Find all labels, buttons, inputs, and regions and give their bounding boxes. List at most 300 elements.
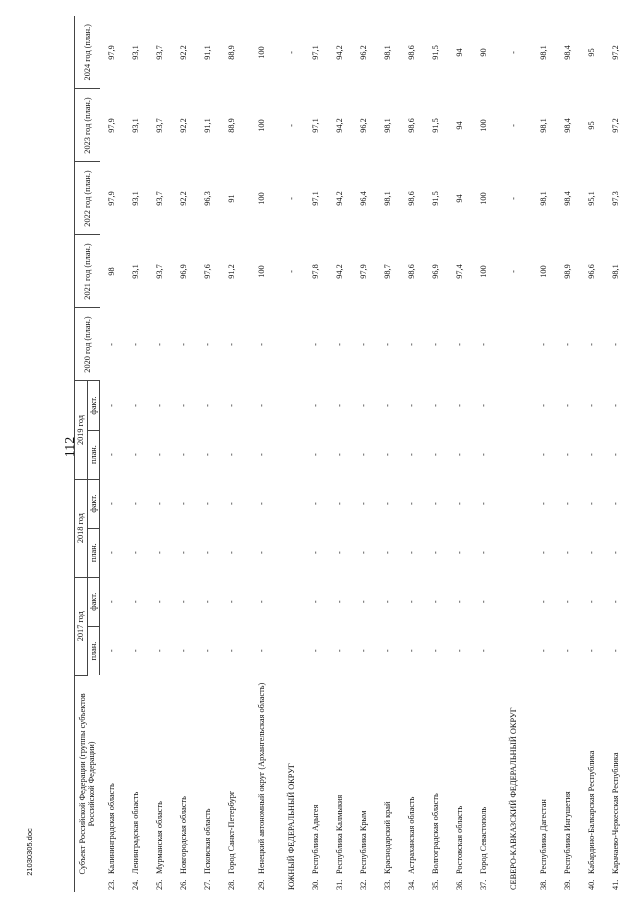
region-name: Карачаево-Черкесская Республика: [611, 752, 621, 874]
value-cell: -: [359, 551, 369, 555]
table-row: [100, 16, 124, 892]
value-cell: 92,2: [179, 191, 189, 206]
row-number: 38.: [539, 879, 549, 890]
value-cell: -: [107, 649, 117, 653]
value-cell: -: [455, 551, 465, 555]
value-cell: -: [257, 551, 267, 555]
value-cell: 94,2: [335, 118, 345, 133]
value-cell: -: [431, 453, 441, 456]
value-cell: -: [479, 343, 489, 346]
value-cell: 98,1: [383, 191, 393, 206]
value-cell: -: [227, 453, 237, 456]
value-cell: -: [107, 551, 117, 555]
table-body: [100, 16, 628, 892]
value-cell: 94: [455, 194, 465, 203]
table-row: [424, 16, 448, 892]
value-cell: -: [179, 343, 189, 346]
value-cell: -: [227, 404, 237, 407]
value-cell: -: [383, 551, 393, 555]
region-cell: [472, 675, 496, 892]
table-row: [400, 16, 424, 892]
value-cell: -: [203, 502, 213, 505]
table-row: [172, 16, 196, 892]
value-cell: -: [407, 600, 417, 604]
value-cell: -: [257, 343, 267, 346]
value-cell: -: [359, 343, 369, 346]
region-name: Ленинградская область: [131, 791, 141, 874]
region-cell: [448, 675, 472, 892]
region-cell: [244, 675, 280, 892]
header-year-2017: 2017 год: [75, 577, 88, 675]
value-cell: -: [131, 453, 141, 456]
value-cell: -: [431, 343, 441, 346]
value-cell: -: [407, 649, 417, 653]
value-cell: 97,9: [107, 45, 117, 60]
row-number: 39.: [563, 879, 573, 890]
region-cell: [148, 675, 172, 892]
value-cell: -: [311, 649, 321, 653]
value-cell: -: [203, 343, 213, 346]
region-name: Псковская область: [203, 808, 213, 874]
value-cell: -: [563, 600, 573, 604]
value-cell: 91,5: [431, 191, 441, 206]
region-name: Республика Ингушетия: [563, 791, 573, 874]
value-cell: 100: [257, 265, 267, 278]
value-cell: -: [455, 649, 465, 653]
value-cell: -: [431, 502, 441, 505]
value-cell: -: [155, 453, 165, 456]
value-cell: -: [563, 502, 573, 505]
row-number: 35.: [431, 879, 441, 890]
value-cell: -: [455, 502, 465, 505]
region-name: Краснодарский край: [383, 801, 393, 874]
value-cell: -: [383, 600, 393, 604]
value-cell: 98,1: [611, 264, 621, 279]
value-cell: 98,1: [383, 45, 393, 60]
value-cell: [496, 430, 532, 479]
value-cell: 93,1: [131, 191, 141, 206]
value-cell: -: [479, 502, 489, 505]
value-cell: -: [587, 551, 597, 555]
value-cell: 98,7: [383, 264, 393, 279]
value-cell: -: [179, 551, 189, 555]
table-row: [472, 16, 496, 892]
value-cell: 91,5: [431, 45, 441, 60]
value-cell: -: [455, 404, 465, 407]
value-cell: 100: [539, 265, 549, 278]
region-name: Новгородская область: [179, 796, 189, 874]
value-cell: -: [455, 453, 465, 456]
value-cell: -: [287, 124, 297, 127]
value-cell: -: [203, 404, 213, 407]
row-number: 34.: [407, 879, 417, 890]
header-2018-plan: план.: [87, 528, 100, 577]
value-cell: -: [455, 600, 465, 604]
value-cell: -: [563, 404, 573, 407]
region-name: Республика Дагестан: [539, 799, 549, 874]
value-cell: -: [539, 343, 549, 346]
data-table: [74, 16, 628, 892]
value-cell: -: [611, 600, 621, 604]
region-cell: [196, 675, 220, 892]
value-cell: 100: [257, 192, 267, 205]
value-cell: 93,7: [155, 118, 165, 133]
value-cell: 94,2: [335, 191, 345, 206]
value-cell: -: [539, 649, 549, 653]
section-title: СЕВЕРО-КАВКАЗСКИЙ ФЕДЕРАЛЬНЫЙ ОКРУГ: [509, 707, 519, 890]
header-2018-fact: факт.: [87, 479, 100, 528]
value-cell: 98,1: [383, 118, 393, 133]
value-cell: [496, 381, 532, 430]
value-cell: -: [611, 343, 621, 346]
value-cell: 98,4: [563, 191, 573, 206]
value-cell: -: [539, 551, 549, 555]
region-name: Республика Крым: [359, 810, 369, 874]
value-cell: -: [563, 343, 573, 346]
value-cell: -: [155, 551, 165, 555]
region-name: Республика Калмыкия: [335, 794, 345, 874]
value-cell: 100: [479, 192, 489, 205]
value-cell: [280, 308, 304, 381]
value-cell: 98: [107, 267, 117, 276]
value-cell: 98,1: [539, 118, 549, 133]
row-number: 32.: [359, 879, 369, 890]
region-name: Ненецкий автономный округ (Архангельская область): [257, 682, 267, 874]
region-cell: [556, 675, 580, 892]
value-cell: 96,9: [179, 264, 189, 279]
value-cell: -: [131, 600, 141, 604]
table-row: [196, 16, 220, 892]
value-cell: -: [257, 404, 267, 407]
value-cell: -: [359, 404, 369, 407]
row-number: 28.: [227, 879, 237, 890]
value-cell: -: [335, 404, 345, 407]
value-cell: -: [257, 600, 267, 604]
rotated-table-container: [74, 16, 621, 892]
value-cell: -: [539, 404, 549, 407]
value-cell: -: [359, 649, 369, 653]
value-cell: -: [431, 551, 441, 555]
value-cell: 93,1: [131, 264, 141, 279]
header-year-2019: 2019 год: [75, 381, 88, 479]
value-cell: -: [107, 343, 117, 346]
table-row: [304, 16, 328, 892]
value-cell: 94: [455, 48, 465, 57]
value-cell: -: [179, 404, 189, 407]
region-name: Республика Адыгея: [311, 804, 321, 874]
value-cell: -: [335, 453, 345, 456]
value-cell: -: [227, 502, 237, 505]
value-cell: -: [257, 502, 267, 505]
region-cell: [352, 675, 376, 892]
table-row: [352, 16, 376, 892]
table-row: [376, 16, 400, 892]
region-name: Мурманская область: [155, 801, 165, 874]
value-cell: 98,6: [407, 118, 417, 133]
value-cell: [280, 381, 304, 430]
table-row: [148, 16, 172, 892]
table-row: [580, 16, 604, 892]
value-cell: -: [131, 343, 141, 346]
value-cell: -: [587, 453, 597, 456]
region-cell: [532, 675, 556, 892]
value-cell: -: [611, 404, 621, 407]
table-row: [532, 16, 556, 892]
region-cell: [328, 675, 352, 892]
value-cell: 93,1: [131, 45, 141, 60]
value-cell: 97,9: [107, 118, 117, 133]
value-cell: 98,6: [407, 191, 417, 206]
value-cell: 98,4: [563, 118, 573, 133]
section-row: [280, 16, 304, 892]
value-cell: -: [479, 649, 489, 653]
value-cell: 97,2: [611, 118, 621, 133]
region-name: Город Санкт-Петербург: [227, 790, 237, 874]
value-cell: -: [287, 270, 297, 273]
table-row: [556, 16, 580, 892]
value-cell: 97,1: [311, 45, 321, 60]
table-row: [328, 16, 352, 892]
value-cell: [280, 430, 304, 479]
value-cell: 98,1: [539, 45, 549, 60]
value-cell: 98,1: [539, 191, 549, 206]
value-cell: -: [479, 453, 489, 456]
value-cell: -: [311, 453, 321, 456]
region-cell: [124, 675, 148, 892]
value-cell: [280, 528, 304, 577]
value-cell: -: [383, 502, 393, 505]
value-cell: 96,3: [203, 191, 213, 206]
value-cell: 98,4: [563, 45, 573, 60]
value-cell: -: [563, 551, 573, 555]
region-cell: [304, 675, 328, 892]
value-cell: -: [335, 551, 345, 555]
value-cell: -: [257, 453, 267, 456]
header-2023: 2023 год (план.): [75, 89, 100, 162]
value-cell: -: [563, 649, 573, 653]
value-cell: -: [131, 502, 141, 505]
value-cell: -: [287, 197, 297, 200]
region-name: Волгоградская область: [431, 793, 441, 874]
value-cell: [280, 479, 304, 528]
value-cell: [496, 308, 532, 381]
value-cell: -: [539, 600, 549, 604]
region-cell: [424, 675, 448, 892]
value-cell: [496, 577, 532, 626]
value-cell: -: [587, 502, 597, 505]
value-cell: 88,9: [227, 118, 237, 133]
region-cell: [580, 675, 604, 892]
row-number: 27.: [203, 879, 213, 890]
value-cell: 100: [479, 265, 489, 278]
value-cell: 96,2: [359, 45, 369, 60]
value-cell: -: [431, 404, 441, 407]
value-cell: -: [203, 649, 213, 653]
value-cell: -: [227, 649, 237, 653]
header-2017-fact: факт.: [87, 577, 100, 626]
region-cell: [100, 675, 124, 892]
value-cell: -: [539, 502, 549, 505]
value-cell: 91,1: [203, 118, 213, 133]
value-cell: 97,1: [311, 118, 321, 133]
value-cell: -: [359, 453, 369, 456]
value-cell: 97,1: [311, 191, 321, 206]
table-row: [124, 16, 148, 892]
value-cell: -: [203, 600, 213, 604]
value-cell: -: [335, 600, 345, 604]
value-cell: -: [311, 343, 321, 346]
value-cell: -: [311, 551, 321, 555]
value-cell: -: [383, 404, 393, 407]
value-cell: 91,2: [227, 264, 237, 279]
value-cell: -: [257, 649, 267, 653]
value-cell: -: [509, 51, 519, 54]
value-cell: -: [155, 502, 165, 505]
value-cell: 93,7: [155, 191, 165, 206]
value-cell: -: [131, 649, 141, 653]
value-cell: 96,6: [587, 264, 597, 279]
value-cell: 97,9: [359, 264, 369, 279]
row-number: 25.: [155, 879, 165, 890]
table-row: [244, 16, 280, 892]
row-number: 29.: [257, 879, 267, 890]
header-2019-fact: факт.: [87, 381, 100, 430]
value-cell: -: [227, 600, 237, 604]
value-cell: -: [509, 270, 519, 273]
value-cell: 98,6: [407, 45, 417, 60]
header-2022: 2022 год (план.): [75, 162, 100, 235]
value-cell: -: [107, 404, 117, 407]
region-name: Кабардино-Балкарская Республика: [587, 750, 597, 874]
value-cell: 91: [227, 194, 237, 203]
header-subject: Субъект Российской Федерации (группы субъектов Российской Федерации): [75, 675, 100, 892]
value-cell: [280, 577, 304, 626]
value-cell: -: [383, 649, 393, 653]
value-cell: 91,5: [431, 118, 441, 133]
value-cell: 97,6: [203, 264, 213, 279]
value-cell: -: [539, 453, 549, 456]
value-cell: -: [311, 502, 321, 505]
row-number: 24.: [131, 879, 141, 890]
value-cell: 100: [479, 119, 489, 132]
row-number: 41.: [611, 879, 621, 890]
value-cell: 94,2: [335, 264, 345, 279]
value-cell: -: [155, 404, 165, 407]
value-cell: 88,9: [227, 45, 237, 60]
value-cell: 97,9: [107, 191, 117, 206]
value-cell: -: [203, 453, 213, 456]
row-number: 23.: [107, 879, 117, 890]
value-cell: -: [431, 649, 441, 653]
value-cell: -: [359, 600, 369, 604]
value-cell: -: [335, 502, 345, 505]
value-cell: -: [587, 649, 597, 653]
value-cell: 94: [455, 121, 465, 130]
region-name: Ростовская область: [455, 805, 465, 874]
value-cell: -: [179, 600, 189, 604]
value-cell: -: [335, 649, 345, 653]
value-cell: -: [455, 343, 465, 346]
value-cell: -: [509, 124, 519, 127]
value-cell: -: [431, 600, 441, 604]
value-cell: -: [479, 404, 489, 407]
value-cell: -: [359, 502, 369, 505]
value-cell: -: [383, 343, 393, 346]
value-cell: -: [179, 453, 189, 456]
value-cell: -: [611, 649, 621, 653]
header-year-2018: 2018 год: [75, 479, 88, 577]
value-cell: 93,1: [131, 118, 141, 133]
value-cell: 90: [479, 48, 489, 57]
value-cell: -: [611, 551, 621, 555]
table-row: [448, 16, 472, 892]
value-cell: -: [407, 343, 417, 346]
header-2017-plan: план.: [87, 626, 100, 675]
value-cell: -: [611, 502, 621, 505]
section-row: [496, 16, 532, 892]
value-cell: -: [107, 453, 117, 456]
section-title: ЮЖНЫЙ ФЕДЕРАЛЬНЫЙ ОКРУГ: [287, 763, 297, 890]
value-cell: 97,8: [311, 264, 321, 279]
value-cell: 92,2: [179, 45, 189, 60]
row-number: 31.: [335, 879, 345, 890]
row-number: 36.: [455, 879, 465, 890]
row-number: 26.: [179, 879, 189, 890]
value-cell: [496, 528, 532, 577]
value-cell: [496, 626, 532, 675]
value-cell: -: [335, 343, 345, 346]
value-cell: -: [479, 600, 489, 604]
value-cell: -: [131, 551, 141, 555]
value-cell: 96,4: [359, 191, 369, 206]
header-2024: 2024 год (план.): [75, 16, 100, 89]
value-cell: 91,1: [203, 45, 213, 60]
value-cell: 97,4: [455, 264, 465, 279]
region-name: Астраханская область: [407, 796, 417, 874]
value-cell: -: [287, 51, 297, 54]
value-cell: [496, 479, 532, 528]
value-cell: 95: [587, 48, 597, 57]
value-cell: -: [179, 649, 189, 653]
region-cell: [376, 675, 400, 892]
value-cell: -: [587, 343, 597, 346]
value-cell: -: [407, 453, 417, 456]
value-cell: 96,9: [431, 264, 441, 279]
value-cell: -: [155, 343, 165, 346]
value-cell: 98,9: [563, 264, 573, 279]
value-cell: -: [107, 502, 117, 505]
value-cell: -: [311, 600, 321, 604]
row-number: 33.: [383, 879, 393, 890]
row-number: 40.: [587, 879, 597, 890]
value-cell: -: [407, 502, 417, 505]
table-header: [75, 16, 100, 892]
header-2019-plan: план.: [87, 430, 100, 479]
value-cell: 100: [257, 119, 267, 132]
value-cell: -: [227, 343, 237, 346]
value-cell: -: [611, 453, 621, 456]
region-cell: [604, 675, 628, 892]
value-cell: -: [311, 404, 321, 407]
value-cell: 98,6: [407, 264, 417, 279]
value-cell: -: [407, 404, 417, 407]
value-cell: [280, 626, 304, 675]
value-cell: -: [407, 551, 417, 555]
value-cell: 94,2: [335, 45, 345, 60]
value-cell: -: [587, 600, 597, 604]
footer-filename: 21030305.doc: [25, 828, 34, 876]
value-cell: -: [587, 404, 597, 407]
